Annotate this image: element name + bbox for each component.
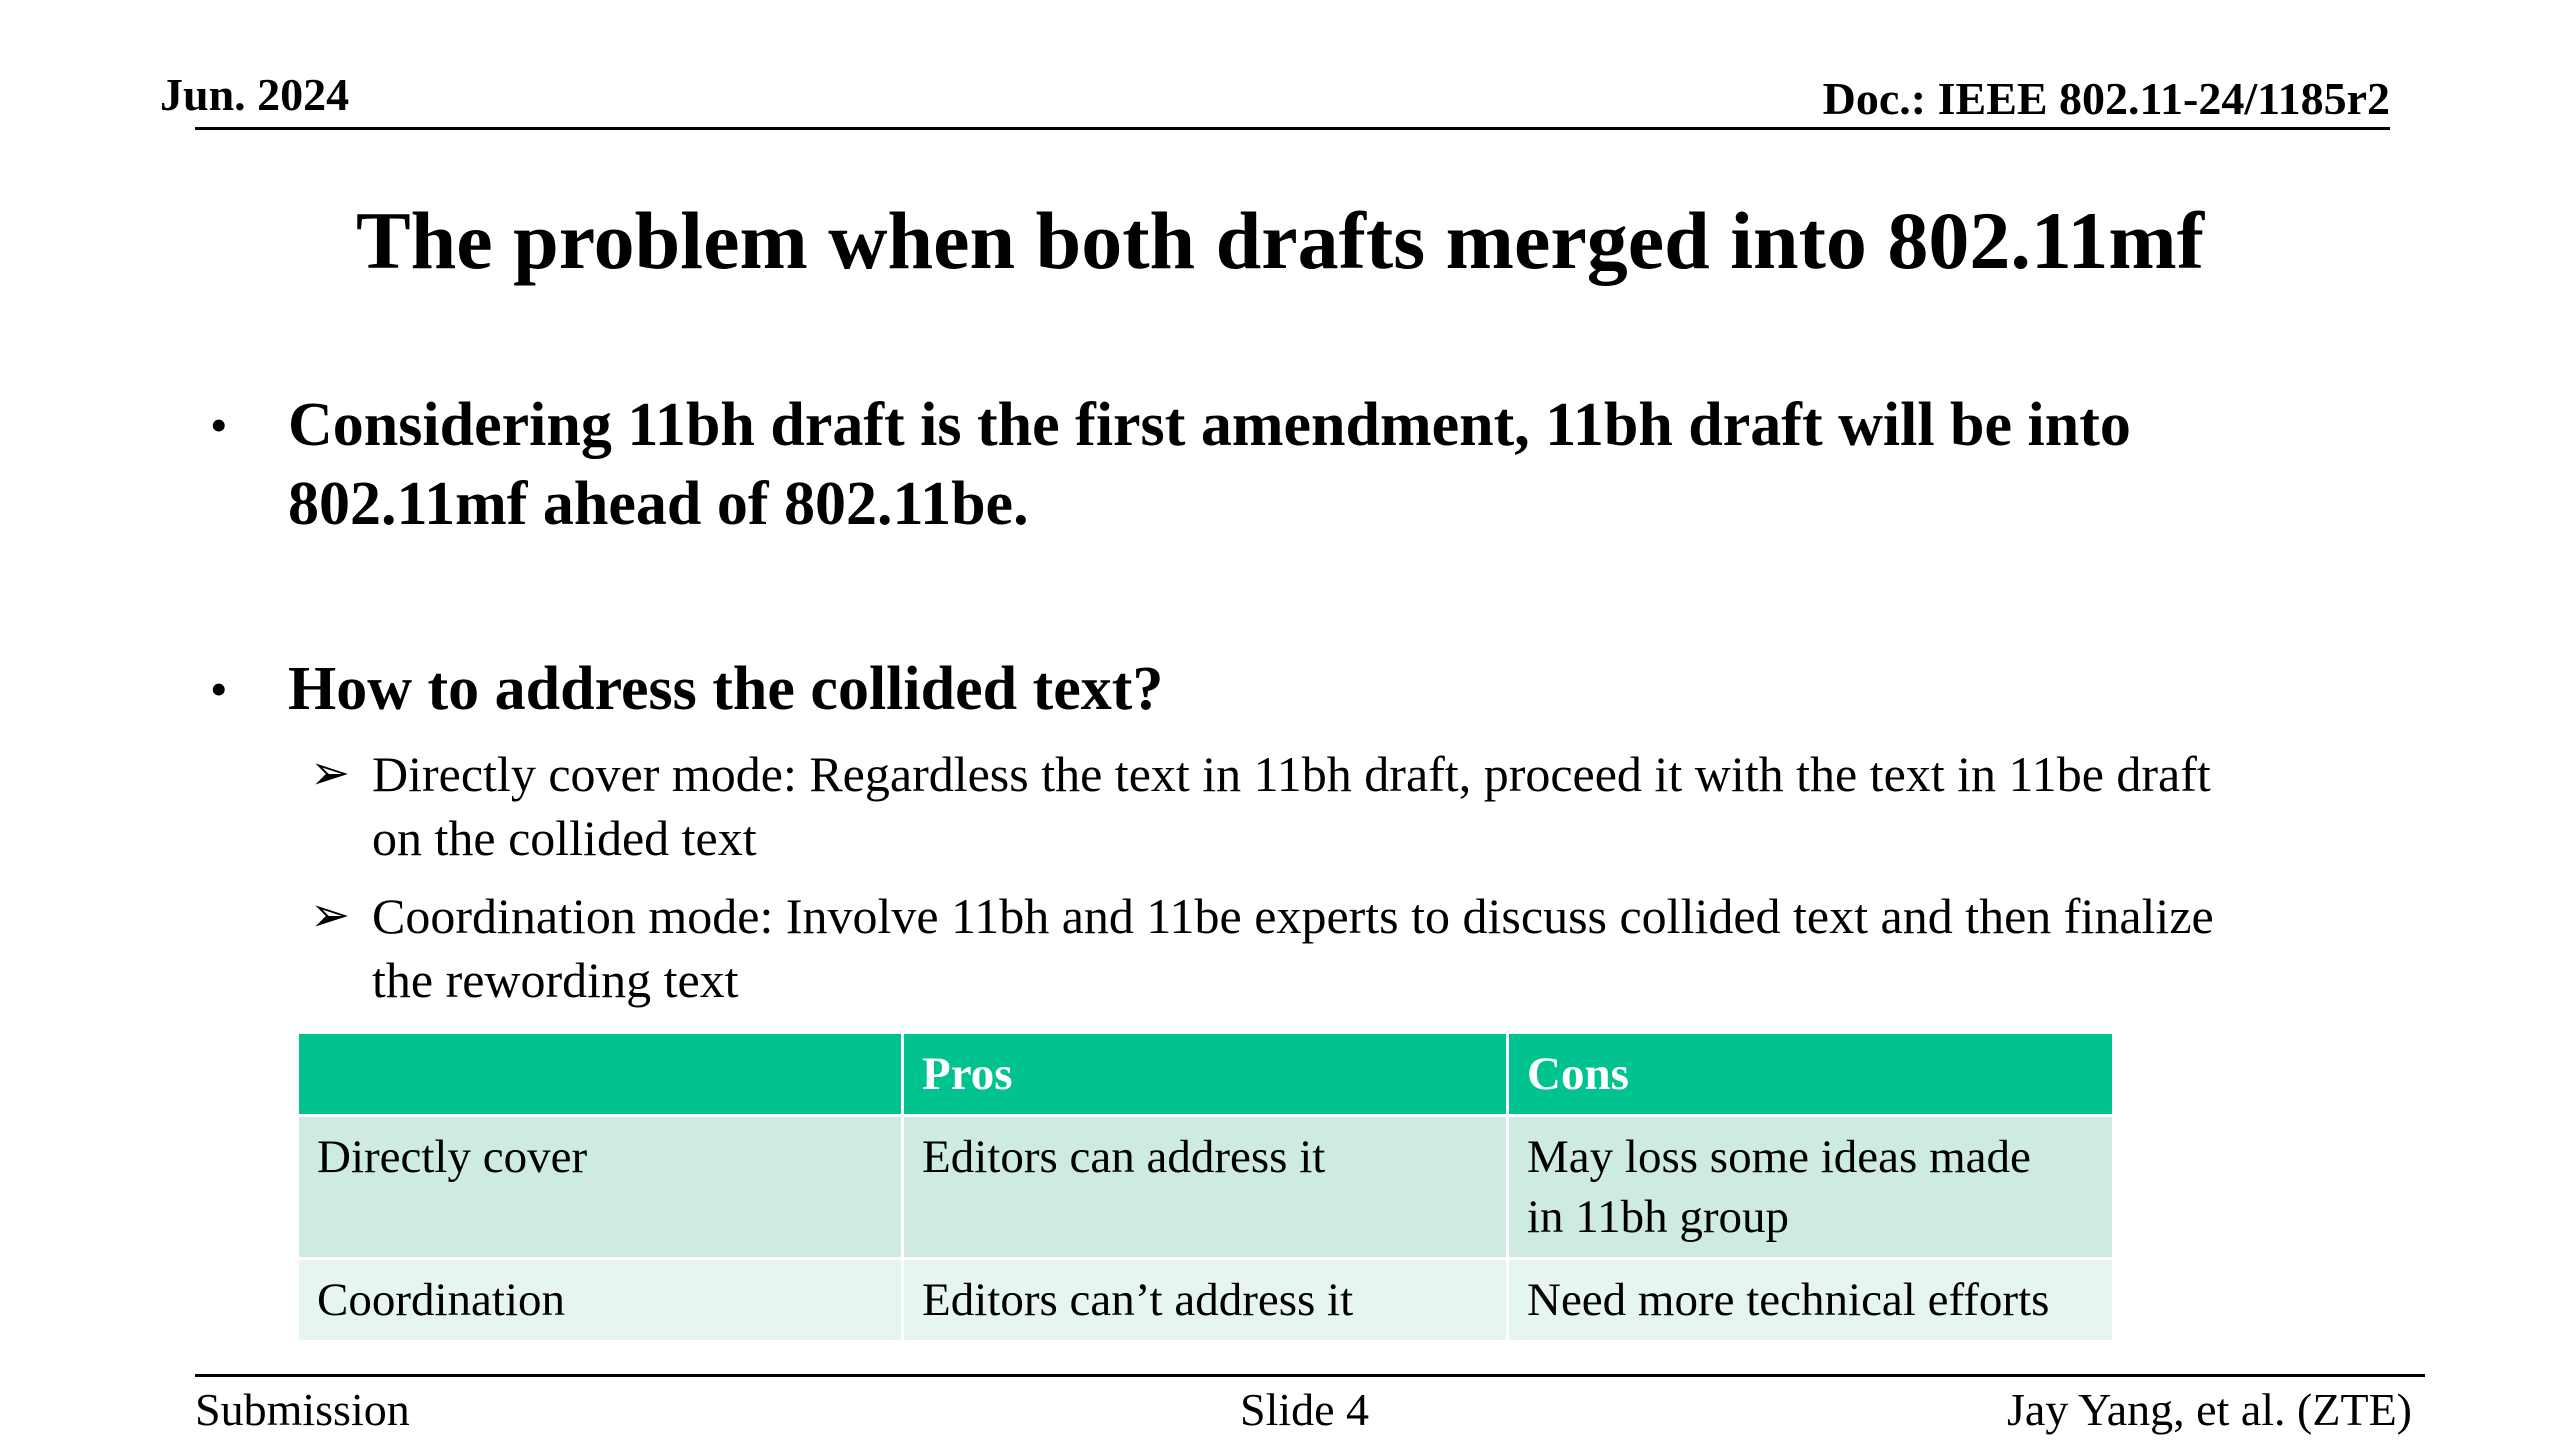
- comparison-table: [296, 1031, 2115, 1343]
- table-cell-mode: Directly cover: [298, 1116, 903, 1259]
- table-cell-cons-line: in 11bh group: [1527, 1191, 1789, 1243]
- table-cell-cons: [1508, 1259, 2114, 1342]
- bullet-1-line-2: 802.11mf ahead of 802.11be.: [288, 470, 1029, 538]
- slide-title: The problem when both drafts merged into 802.11mf: [355, 195, 2205, 286]
- bullet-marker: •: [210, 397, 228, 453]
- sub-bullet-arrow-icon: ➢: [310, 889, 351, 942]
- bullet-2-line-1: How to address the collided text?: [288, 655, 1164, 723]
- table-header-cons: Cons: [1508, 1033, 2114, 1116]
- bullet-1-line-1: Considering 11bh draft is the first amendment, 11bh draft will be into: [288, 391, 2131, 459]
- footer-author: Jay Yang, et al. (ZTE): [2007, 1384, 2412, 1435]
- table-cell-cons: [1508, 1116, 2114, 1259]
- table-row: [298, 1116, 2114, 1259]
- table-row: [298, 1259, 2114, 1342]
- bullet-marker: •: [210, 661, 228, 717]
- sub-item-2-line-1: Coordination mode: Involve 11bh and 11be experts to discuss collided text and then finalize: [372, 888, 2214, 944]
- sub-item-2-line-2: the rewording text: [372, 952, 739, 1008]
- header-divider: [195, 127, 2390, 130]
- table-cell-mode: Coordination: [298, 1259, 903, 1342]
- table-cell-pros: Editors can’t address it: [903, 1259, 1508, 1342]
- table-header-row: [298, 1033, 2114, 1116]
- table-cell-cons-line: Need more technical efforts: [1527, 1274, 2050, 1326]
- sub-item-1-line-1: Directly cover mode: Regardless the text in 11bh draft, proceed it with the text in 11be draft: [372, 746, 2211, 802]
- table-header-pros: Pros: [903, 1033, 1508, 1116]
- table-header-empty: [298, 1033, 903, 1116]
- table-cell-pros: Editors can address it: [903, 1116, 1508, 1259]
- footer-submission: Submission: [195, 1384, 410, 1435]
- footer-divider: [195, 1374, 2425, 1377]
- header-date: Jun. 2024: [160, 69, 350, 120]
- sub-bullet-arrow-icon: ➢: [310, 747, 351, 800]
- footer-slide-number: Slide 4: [1240, 1384, 1370, 1435]
- header-doc-id: Doc.: IEEE 802.11-24/1185r2: [1822, 73, 2390, 124]
- sub-item-1-line-2: on the collided text: [372, 810, 757, 866]
- table-cell-cons-line: May loss some ideas made: [1527, 1131, 2031, 1183]
